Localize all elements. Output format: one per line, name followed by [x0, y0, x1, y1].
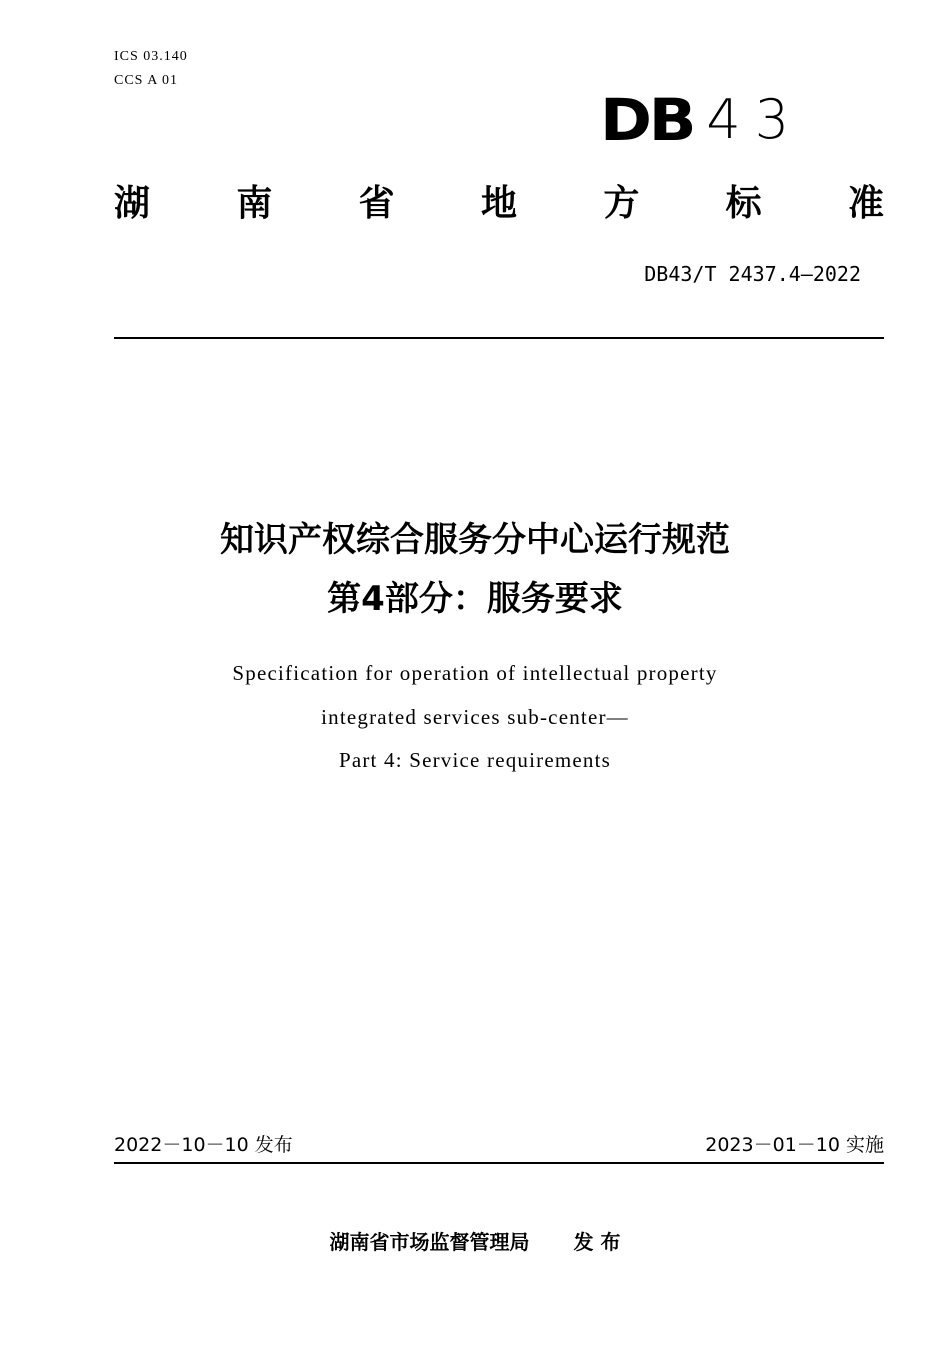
title-en-line3: Part 4: Service requirements [338, 748, 612, 772]
db-logo: DB [600, 86, 694, 154]
standard-type-char: 湖 [114, 183, 151, 224]
standard-mark [600, 86, 804, 154]
standard-type-char: 地 [480, 183, 517, 224]
issue-date: 2022－10－10 发布 [114, 1134, 293, 1156]
standard-type-char: 标 [725, 183, 762, 224]
standard-type-heading [114, 178, 884, 230]
standard-number: DB43/T 2437.4—2022 [644, 262, 861, 286]
classification-codes [114, 45, 188, 93]
top-divider [114, 337, 884, 339]
title-cn-line1: 知识产权综合服务分中心运行规范 [220, 520, 730, 560]
region-code: 43 [706, 88, 804, 151]
title-cn-line2: 第4部分：服务要求 [327, 579, 623, 619]
standard-type-char: 南 [236, 183, 273, 224]
title-en-line1: Specification for operation of intellectual property [232, 661, 718, 685]
ccs-code: CCS A 01 [114, 73, 179, 88]
publisher-name: 湖南省市场监督管理局 [329, 1230, 530, 1254]
standard-type-char: 准 [847, 183, 884, 224]
standard-type-char: 省 [358, 183, 395, 224]
ics-code: ICS 03.140 [114, 49, 188, 64]
bottom-divider [114, 1162, 884, 1164]
standard-type-char: 方 [603, 183, 640, 224]
publisher-line [0, 1227, 950, 1257]
implement-date: 2023－01－10 实施 [705, 1134, 884, 1156]
publish-label: 发 布 [573, 1230, 621, 1254]
title-en-line2: integrated services sub-center— [321, 705, 629, 729]
